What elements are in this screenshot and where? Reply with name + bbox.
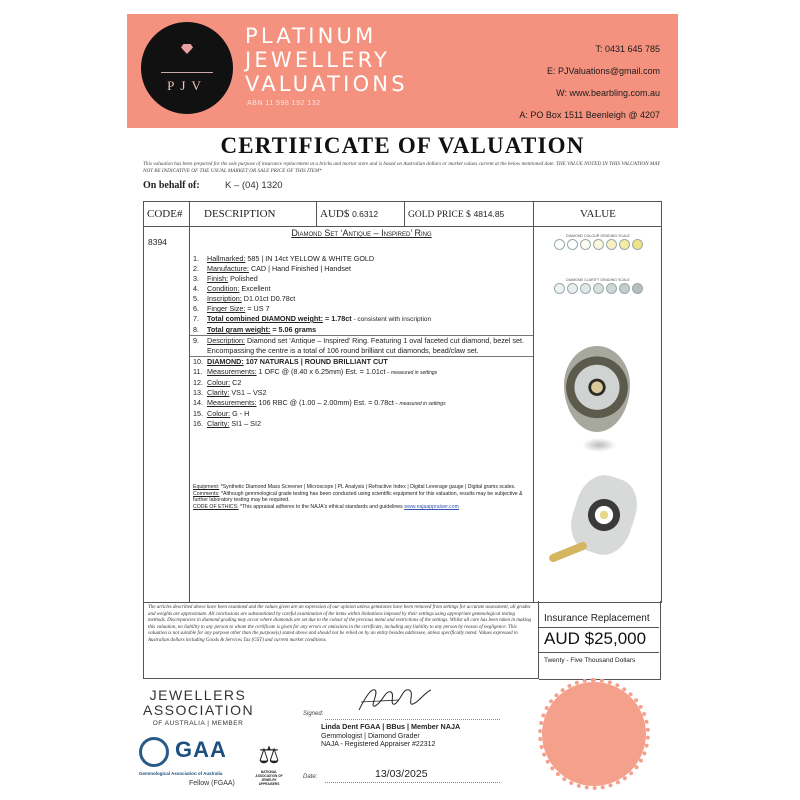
email: E: PJValuations@gmail.com (546, 66, 660, 76)
list-item: 4. Condition: Excellent (193, 284, 271, 293)
list-item: 11. Measurements: 1 OFC @ (8.40 x 6.25mm) Est. = 1.01ct – measured in settings (193, 367, 438, 376)
disclaimer: This valuation has been prepared for the sole purpose of insurance replacement at a bricks and mortar store and is based on Australian dollars or market values current at the below mentioned date. THE VALUE NOTED IN THIS VALUATION MAY NOT BE INDICATIVE OF THE USUAL MARKET OR SALE PRICE OF THIS ITEM* (143, 161, 660, 174)
date-value: 13/03/2025 (375, 768, 428, 780)
abn-number: ABN 11 598 192 132 (247, 100, 321, 107)
fellow-label: Fellow (FGAA) (189, 780, 235, 787)
table-header (144, 202, 661, 227)
list-item: 15. Colour: G - H (193, 409, 250, 418)
diamond-icon (181, 44, 193, 54)
header-description: DESCRIPTION (204, 208, 276, 220)
item-title: Diamond Set ‘Antique – Inspired’ Ring (291, 228, 432, 238)
list-item: 2. Manufacture: CAD | Hand Finished | Handset (193, 264, 351, 273)
insurance-words: Twenty - Five Thousand Dollars (544, 657, 636, 664)
jewellers-association-logo: JEWELLERS ASSOCIATION OF AUSTRALIA | MEMBER (143, 687, 255, 727)
value-column (534, 226, 661, 602)
header-code: CODE# (147, 208, 183, 220)
insurance-label: Insurance Replacement (544, 613, 650, 624)
list-item: 13. Clarity: VS1 – VS2 (193, 388, 267, 397)
behalf-label: On behalf of: (143, 180, 200, 191)
naja-link[interactable]: www.najaappraiser.com (404, 503, 459, 510)
gaa-logo: GAA Gemmological Association of Australia (139, 737, 227, 776)
legal-text: The articles described above have been examined and the values given are an expression of our opinion unless gemstones have been removed from settings for accurate assessment, all grades and weights are approximate. All conclusions are substantiated by careful examination of the items within limitations imposed by their settings using appropriate gemmological testing methods. Discrepancies in diamond grading may occur where diamonds are set due to the colour of the precious metal and restrictions of the settings. Whilst all care has been taken in making this valuation, no liability to any person to whom the certificate is given for any errors or omissions in the certificate, including any liability to any person by reason of negligence. This valuation is not suitable for any purpose other than the purpose(s) stated above and should not be relied on by an entity besides addressee, unless specifically noted. Values expressed in Australian dollars including Goods & Services Tax (GST) and current market conditions. (143, 601, 539, 679)
description-column (190, 226, 533, 510)
signature (355, 680, 435, 718)
embossed-seal (542, 682, 646, 786)
address: A: PO Box 1511 Beenleigh @ 4207 (519, 110, 660, 120)
list-item: 10. DIAMOND: 107 NATURALS | ROUND BRILLIANT CUT (190, 356, 533, 367)
list-item: 5. Inscription: D1.01ct D0.78ct (193, 294, 296, 303)
notes: Equipment: *Synthetic Diamond Mass Screener | Microscope | PL Analysis | Refractive Index | Digital Leverage gauge | Digital grams scales. Comments: *Although gemmological grade testing has been conducted using scientific equipment for this valuation, results may be subjective & further laboratory testing may be required. CODE OF ETHICS: *This appraisal adheres to the NAJA's ethical standards and guidelines www.najaappraiser.com (193, 484, 523, 510)
list-item: 7. Total combined DIAMOND weight: = 1.78ct - consistent with inscription (193, 314, 432, 323)
logo-initials: PJV (167, 78, 207, 93)
list-item: 8. Total gram weight: = 5.06 grams (193, 325, 317, 334)
phone: T: 0431 645 785 (595, 44, 660, 54)
colour-grading-scale: DIAMOND COLOUR GRADING SCALE (542, 234, 654, 274)
gaa-emblem-icon (139, 737, 169, 767)
header-gold: GOLD PRICE $ 4814.85 (408, 209, 505, 220)
list-item: 16. Clarity: SI1 – SI2 (193, 419, 261, 428)
insurance-box (539, 601, 661, 680)
grader-details: Linda Dent FGAA | BBus | Member NAJA Gemmologist | Diamond Grader NAJA - Registered Appraiser #22312 (321, 722, 461, 748)
insurance-value: AUD $25,000 (544, 629, 647, 648)
scales-icon: ⚖ (258, 742, 280, 769)
website: W: www.bearbling.com.au (556, 88, 660, 98)
behalf-value: K – (04) 1320 (225, 180, 283, 191)
item-code: 8394 (148, 237, 167, 247)
list-item: 9. Description: Diamond set ‘Antique – Inspired’ Ring. Featuring 1 oval faceted cut diamond, bezel set. Encompassing the centre is a total of 106 round brilliant cut diamonds, bead/claw set. (190, 335, 533, 356)
contact-details (519, 38, 660, 126)
valuation-table (143, 201, 662, 603)
ring-photo-front (564, 346, 630, 432)
list-item: 6. Finger Size: = US 7 (193, 304, 270, 313)
page-title: CERTIFICATE OF VALUATION (220, 133, 585, 158)
list-item: 3. Finish: Polished (193, 274, 258, 283)
header-aud: AUD$ 0.6312 (320, 208, 379, 220)
pjv-logo (141, 22, 233, 114)
list-item: 12. Colour: C2 (193, 378, 242, 387)
date-label: Date: (303, 774, 318, 780)
list-item: 14. Measurements: 106 RBC @ (1.00 – 2.00mm) Est. = 0.78ct – measured in settings (193, 398, 446, 407)
clarity-grading-scale: DIAMOND CLARITY GRADING SCALE (542, 278, 654, 318)
brand-name: PLATINUM JEWELLERY VALUATIONS (245, 24, 408, 96)
signed-label: Signed: (303, 711, 324, 717)
list-item: 1. Hallmarked: 585 | IN 14ct YELLOW & WHITE GOLD (193, 254, 375, 263)
certificate-page (125, 12, 680, 792)
item-list (190, 254, 533, 429)
header-value: VALUE (580, 208, 616, 220)
header-banner (127, 14, 678, 128)
naja-logo: ⚖ NATIONAL ASSOCIATION OF JEWELRY APPRAISERS (253, 742, 285, 788)
